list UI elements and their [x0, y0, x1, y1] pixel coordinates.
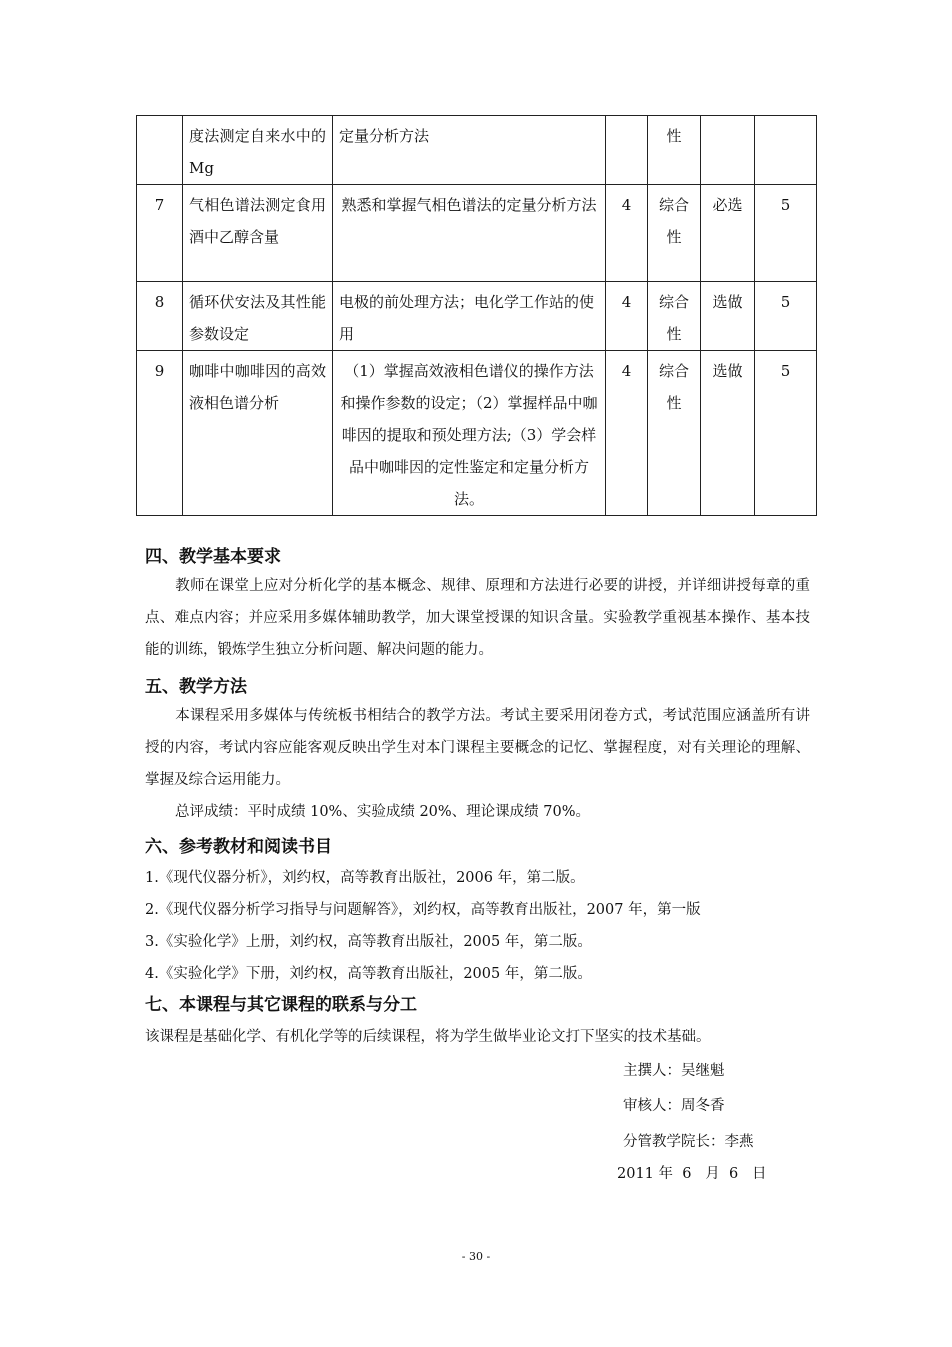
experiment-name: 循环伏安法及其性能参数设定	[183, 282, 333, 351]
section-7-text: 该课程是基础化学、有机化学等的后续课程，将为学生做毕业论文打下坚实的技术基础。	[145, 1029, 711, 1045]
row-number: 9	[137, 351, 183, 516]
table-row	[137, 116, 817, 185]
grading-text: 总评成绩：平时成绩 10%、实验成绩 20%、理论课成绩 70%。	[175, 804, 591, 820]
section-7-heading: 七、本课程与其它课程的联系与分工	[145, 995, 417, 1015]
experiment-score: 5	[755, 185, 817, 282]
experiment-option: 必选	[701, 185, 755, 282]
reference-item: 1.《现代仪器分析》，刘约权，高等教育出版社，2006 年，第二版。	[145, 870, 585, 886]
experiment-option: 选做	[701, 282, 755, 351]
reference-item: 4.《实验化学》下册，刘约权，高等教育出版社，2005 年，第二版。	[145, 966, 592, 982]
experiment-score	[755, 116, 817, 185]
signature-date: 2011 年 6 月 6 日	[617, 1166, 767, 1182]
section-4-paragraph	[145, 570, 810, 666]
reference-item: 2.《现代仪器分析学习指导与问题解答》，刘约权，高等教育出版社，2007 年，第一版	[145, 902, 701, 918]
experiment-hours	[606, 116, 648, 185]
experiment-score: 5	[755, 351, 817, 516]
experiment-table	[136, 115, 817, 516]
section-4-text: 教师在课堂上应对分析化学的基本概念、规律、原理和方法进行必要的讲授，并详细讲授每章的重点、难点内容；并应采用多媒体辅助教学，加大课堂授课的知识含量。实验教学重视基本操作、基本技能的训练，锻炼学生独立分析问题、解决问题的能力。	[145, 578, 810, 658]
grading-paragraph	[145, 796, 810, 828]
experiment-type: 性	[648, 116, 701, 185]
experiment-option: 选做	[701, 351, 755, 516]
experiment-hours: 4	[606, 351, 648, 516]
experiment-type: 综合性	[648, 351, 701, 516]
experiment-name: 度法测定自来水中的Mg	[183, 116, 333, 185]
dean-signature: 分管教学院长：李燕	[623, 1134, 754, 1150]
experiment-requirement: 熟悉和掌握气相色谱法的定量分析方法	[333, 185, 606, 282]
experiment-type: 综合性	[648, 185, 701, 282]
experiment-name: 咖啡中咖啡因的高效液相色谱分析	[183, 351, 333, 516]
experiment-requirement: 定量分析方法	[333, 116, 606, 185]
table-row	[137, 351, 817, 516]
section-5-paragraph	[145, 700, 810, 796]
experiment-requirement: （1）掌握高效液相色谱仪的操作方法和操作参数的设定；（2）掌握样品中咖啡因的提取和预处理方法;（3）学会样品中咖啡因的定性鉴定和定量分析方法。	[333, 351, 606, 516]
section-5-heading: 五、教学方法	[145, 677, 247, 697]
author-signature: 主撰人：吴继魁	[623, 1063, 725, 1079]
table-row	[137, 185, 817, 282]
experiment-hours: 4	[606, 185, 648, 282]
section-4-heading: 四、教学基本要求	[145, 547, 281, 567]
experiment-type: 综合性	[648, 282, 701, 351]
section-5-text: 本课程采用多媒体与传统板书相结合的教学方法。考试主要采用闭卷方式，考试范围应涵盖所有讲授的内容，考试内容应能客观反映出学生对本门课程主要概念的记忆、掌握程度，对有关理论的理解、掌握及综合运用能力。	[145, 708, 810, 788]
reviewer-signature: 审核人：周冬香	[623, 1098, 725, 1114]
experiment-option	[701, 116, 755, 185]
experiment-score: 5	[755, 282, 817, 351]
row-number	[137, 116, 183, 185]
experiment-requirement: 电极的前处理方法；电化学工作站的使用	[333, 282, 606, 351]
row-number: 8	[137, 282, 183, 351]
section-6-heading: 六、参考教材和阅读书目	[145, 837, 332, 857]
experiment-hours: 4	[606, 282, 648, 351]
page-number: - 30 -	[461, 1250, 491, 1263]
row-number: 7	[137, 185, 183, 282]
reference-item: 3.《实验化学》上册，刘约权，高等教育出版社，2005 年，第二版。	[145, 934, 592, 950]
experiment-name: 气相色谱法测定食用酒中乙醇含量	[183, 185, 333, 282]
table-row	[137, 282, 817, 351]
